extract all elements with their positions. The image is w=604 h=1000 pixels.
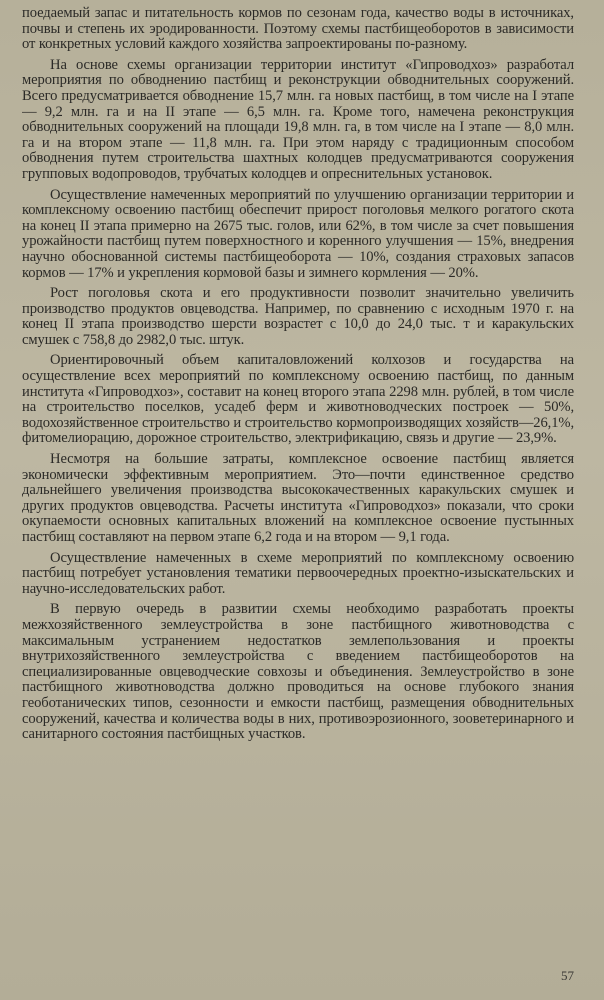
paragraph-continuation: поедаемый запас и питательность кормов по сезонам года, качество воды в источниках, почвы и степень их эродированности. Поэтому схемы пастбищеоборотов в зависимости от конкретных условий каждого хозяйства запроектированы по-разному. xyxy=(22,6,574,53)
paragraph-proizvodstvo: Рост поголовья скота и его продуктивности позволит значительно увеличить производство продуктов овцеводства. Например, по сравнению с исходным 1970 г. на конец II этапа производство шерсти возрастет с 10,0 до 24,0 тыс. т и каракульских смушек с 758,8 до 2982,0 тыс. штук. xyxy=(22,285,574,348)
page-number: 57 xyxy=(561,968,574,983)
paragraph-obvodnenie: На основе схемы организации территории институт «Гипроводхоз» разработал мероприятия по обводнению пастбищ и реконструкции обводнительных сооружений. Всего предусматривается обводнение 15,7 млн. га новых пастбищ, в том числе на I этапе — 9,2 млн. га и на II этапе — 6,5 млн. га. Кроме того, намечена реконструкция обводнительных сооружений на площади 19,8 млн. га, в том числе на I этапе — 8,0 млн. га и на втором этапе — 11,8 млн. га. При этом наряду с традиционным способом обводнения путем строительства шахтных колодцев предусматриваются сооружения групповых водопроводов, трубчатых колодцев и опреснительных установок. xyxy=(22,56,574,182)
paragraph-kapitalovlozheniya: Ориентировочный объем капиталовложений колхозов и государства на осуществление всех мероприятий по комплексному освоению пастбищ, по данным института «Гипроводхоз», составит на конец второго этапа 2298 млн. рублей, в том числе на строительство поселков, усадеб ферм и животноводческих построек — 50%, водохозяйственное строительство и строительство кормопроизводящих хозяйств—26,1%, фитомелиорацию, дорожное строительство, электрификацию, связь и другие — 23,9%. xyxy=(22,352,574,447)
document-page xyxy=(22,6,574,991)
paragraph-effektivnost: Несмотря на большие затраты, комплексное освоение пастбищ является экономически эффективным мероприятием. Это—почти единственное средство дальнейшего увеличения производства высококачественных каракульских смушек и других продуктов овцеводства. Расчеты института «Гипроводхоз» показали, что сроки окупаемости основных капитальных вложений на комплексное освоение пустынных пастбищ составляют на первом этапе 6,2 года и на втором — 9,1 года. xyxy=(22,451,574,545)
paragraph-tematika: Осуществление намеченных в схеме мероприятий по комплексному освоению пастбищ потребует установления тематики первоочередных проектно-изыскательских и научно-исследовательских работ. xyxy=(22,549,574,597)
paragraph-pogolovie: Осуществление намеченных мероприятий по улучшению организации территории и комплексному освоению пастбищ обеспечит прирост поголовья мелкого рогатого скота на конец II этапа примерно на 2675 тыс. голов, или 62%, в том числе за счет повышения урожайности пастбищ путем поверхностного и коренного улучшения — 15%, внедрения научно обоснованной системы пастбищеоборота — 10%, создания страховых запасов кормов — 17% и укрепления кормовой базы и зимнего кормления — 20%. xyxy=(22,186,574,281)
paragraph-zemleustroistvo: В первую очередь в развитии схемы необходимо разработать проекты межхозяйственного землеустройства в зоне пастбищного животноводства с максимальным устранением недостатков землепользования и проекты внутрихозяйственного землеустройства с введением пастбищеоборотов на специализированные овцеводческие совхозы и объединения. Землеустройство в зоне пастбищного животноводства должно проводиться на основе глубокого знания геоботанических типов, сезонности и емкости пастбищ, размещения обводнительных сооружений, качества и количества воды в них, противоэрозионного, зооветеринарного и санитарного состояния пастбищных участков. xyxy=(22,601,574,743)
